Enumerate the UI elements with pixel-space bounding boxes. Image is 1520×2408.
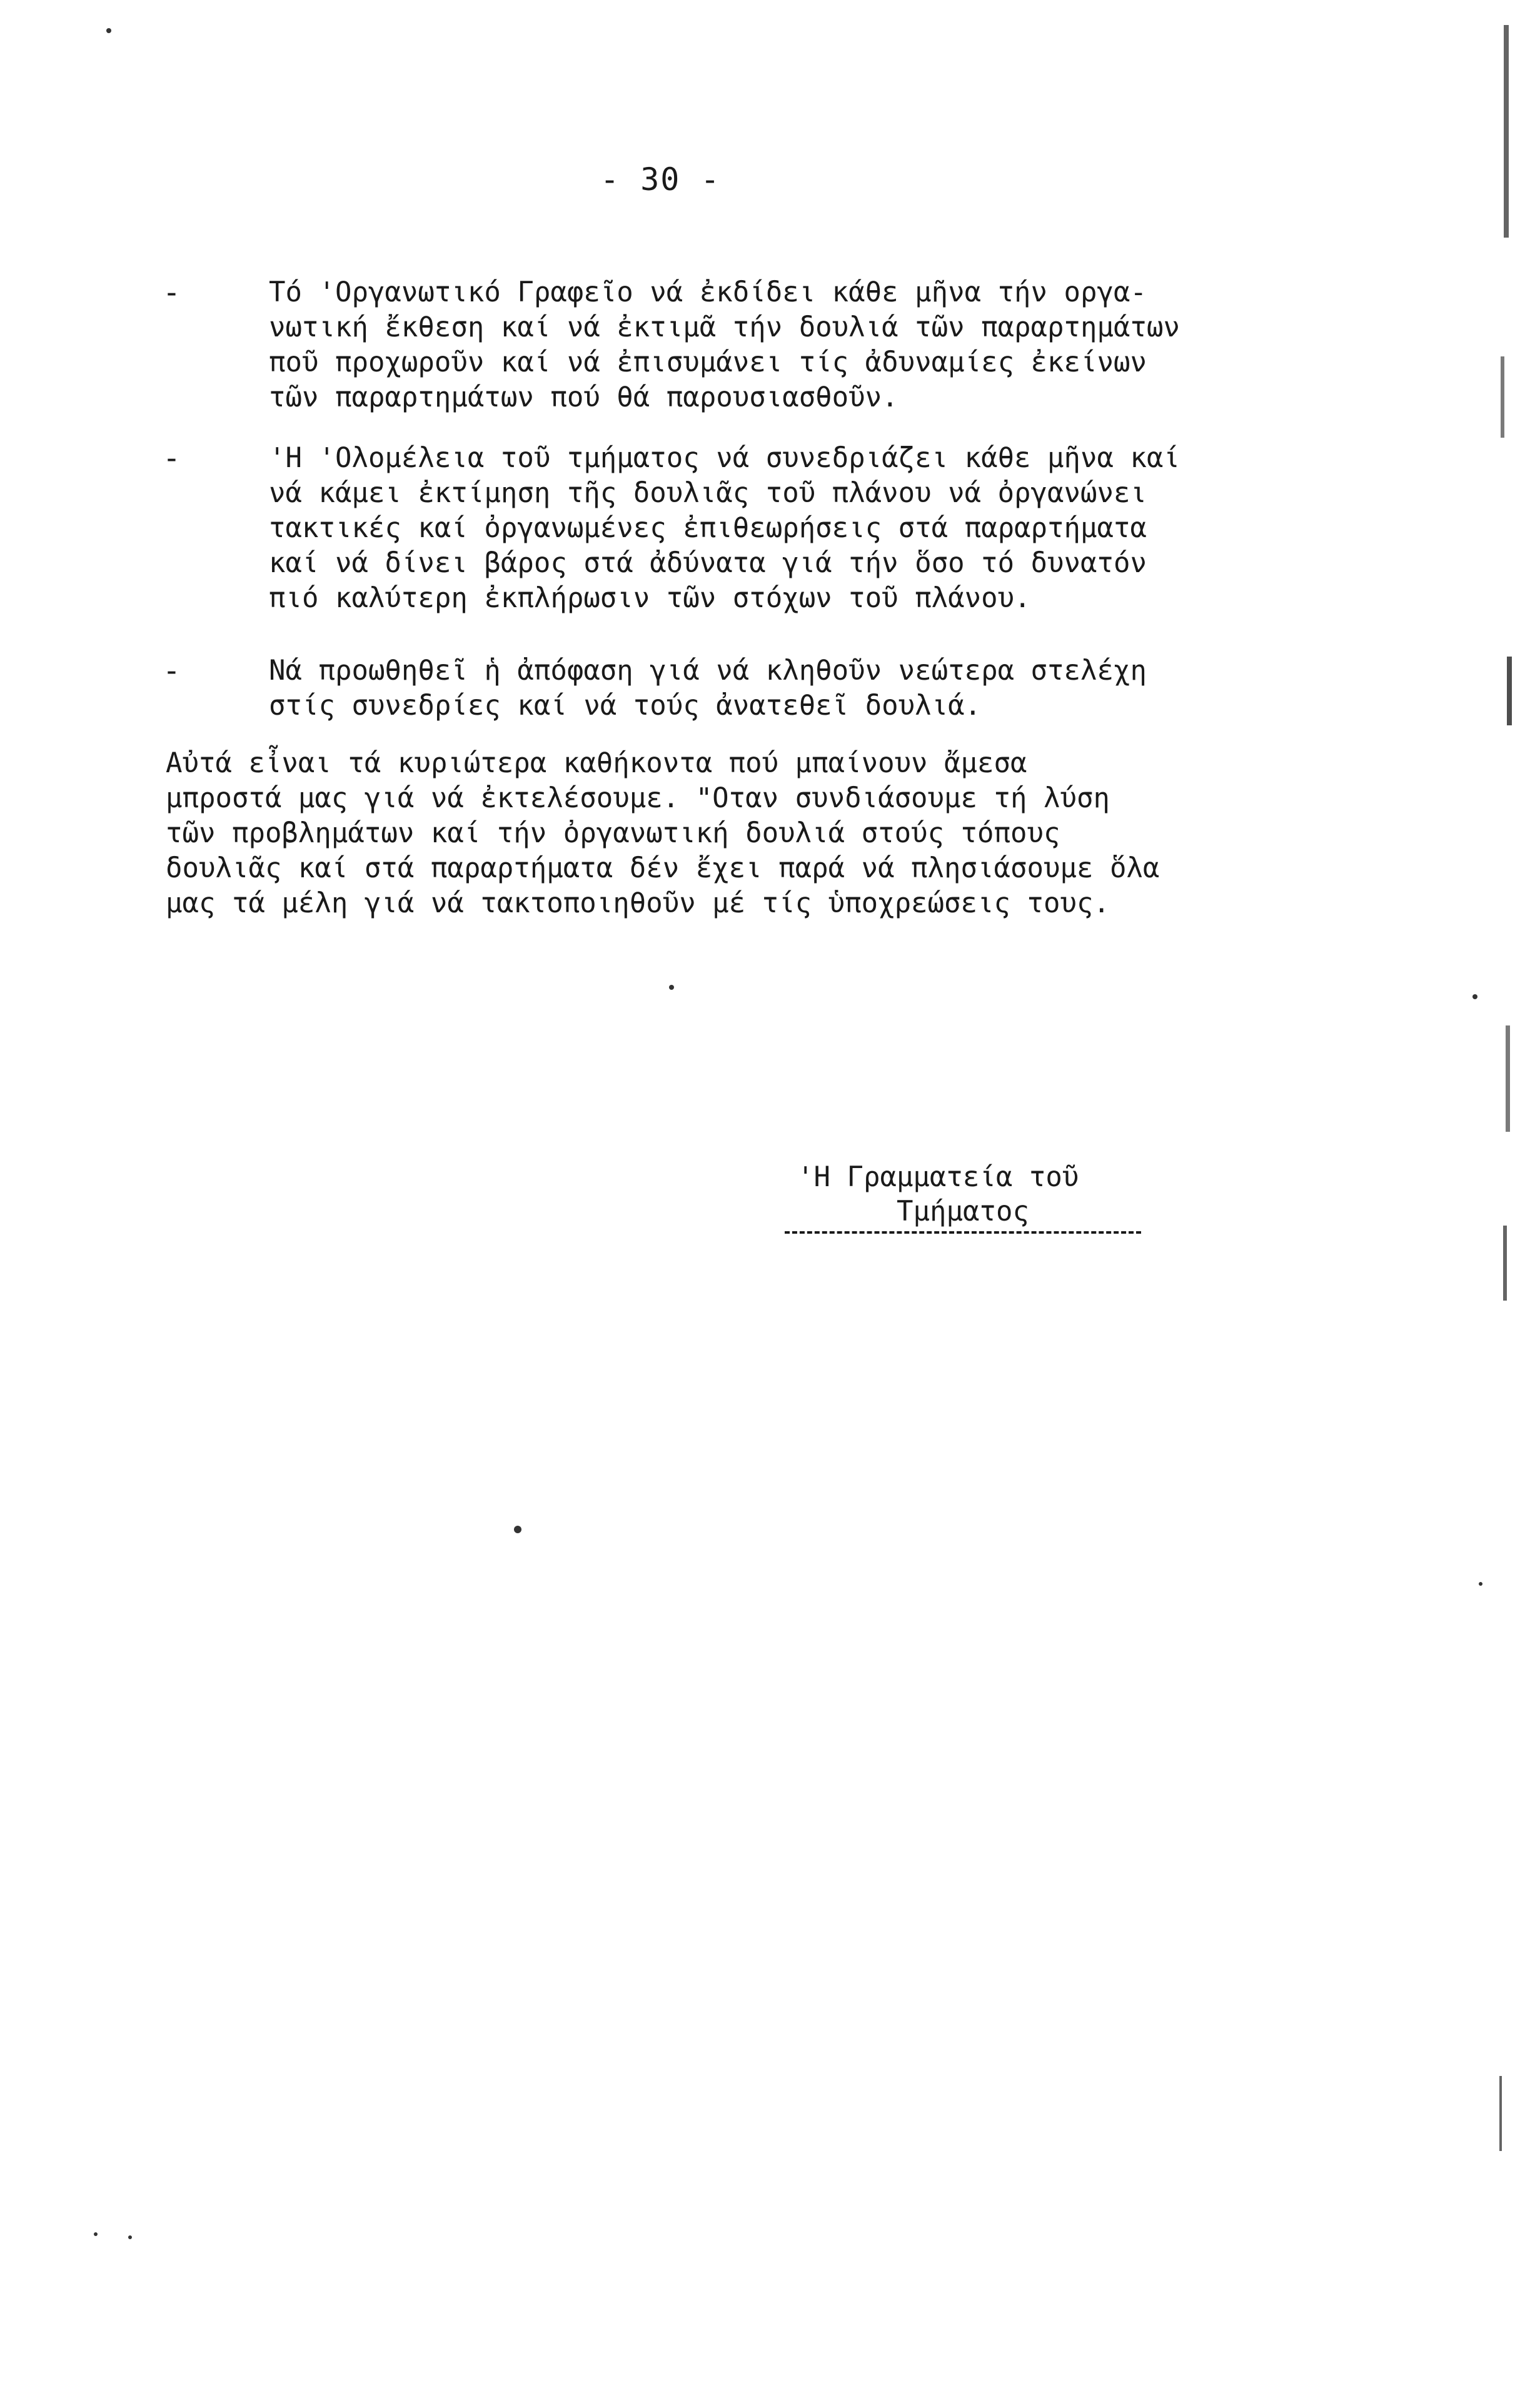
signature-line-2: Τμήματος	[785, 1195, 1141, 1234]
bullet-dash: -	[163, 653, 181, 688]
scan-speck	[669, 985, 674, 990]
signature-line-1: 'Η Γραμματεία τοῦ	[797, 1161, 1079, 1193]
signature-block	[785, 1160, 1147, 1234]
scan-edge-mark	[1504, 25, 1509, 238]
scan-speck	[1472, 994, 1477, 999]
scan-speck	[106, 28, 111, 33]
scan-speck	[94, 2232, 98, 2236]
scan-edge-mark	[1506, 1025, 1510, 1132]
list-item	[163, 653, 1326, 723]
list-item-text: 'Η 'Ολομέλεια τοῦ τμήματος νά συνεδριάζει κάθε μῆνα καί νά κάμει ἐκτίμηση τῆς δουλιᾶς τοῦ πλάνου νά ὀργανώνει τακτικές καί ὀργανωμένες ἐπιθεωρήσεις στά παραρτήματα καί νά δίνει βάρος στά ἀδύνατα γιά τήν ὅσο τό δυνατόν πιό καλύτερη ἐκπλήρωσιν τῶν στόχων τοῦ πλάνου.	[269, 442, 1180, 614]
closing-paragraph: Αὐτά εἶναι τά κυριώτερα καθήκοντα πού μπαίνουν ἄμεσα μπροστά μας γιά νά ἐκτελέσουμε. "Οταν συνδιάσουμε τή λύση τῶν προβλημάτων καί τήν ὀργανωτική δουλιά στούς τόπους δουλιᾶς καί στά παραρτήματα δέν ἔχει παρά νά πλησιάσουμε ὅλα μας τά μέλη γιά νά τακτοποιηθοῦν μέ τίς ὑποχρεώσεις τους.	[166, 747, 1160, 919]
list-item	[163, 441, 1326, 616]
list-item	[163, 275, 1326, 415]
bullet-dash: -	[163, 441, 181, 476]
scan-edge-mark	[1501, 356, 1504, 438]
list-item-text: Νά προωθηθεῖ ἡ ἀπόφαση γιά νά κληθοῦν νεώτερα στελέχη στίς συνεδρίες καί νά τούς ἀνατεθεῖ δουλιά.	[269, 655, 1147, 722]
scan-edge-mark	[1503, 1226, 1507, 1301]
scan-speck	[128, 2235, 132, 2239]
scan-edge-mark	[1499, 2076, 1502, 2151]
bullet-dash: -	[163, 275, 181, 310]
scan-speck	[1479, 1582, 1482, 1586]
page-number: - 30 -	[600, 161, 721, 198]
list-item-text: Τό 'Οργανωτικό Γραφεῖο νά ἐκδίδει κάθε μῆνα τήν οργα- νωτική ἔκθεση καί νά ἐκτιμᾶ τήν δουλιά τῶν παραρτημάτων ποῦ προχωροῦν καί νά ἐπισυμάνει τίς ἀδυναμίες ἐκείνων τῶν παραρτημάτων πού θά παρουσιασθοῦν.	[269, 276, 1180, 413]
scan-edge-mark	[1507, 657, 1512, 725]
scan-speck	[514, 1526, 521, 1533]
